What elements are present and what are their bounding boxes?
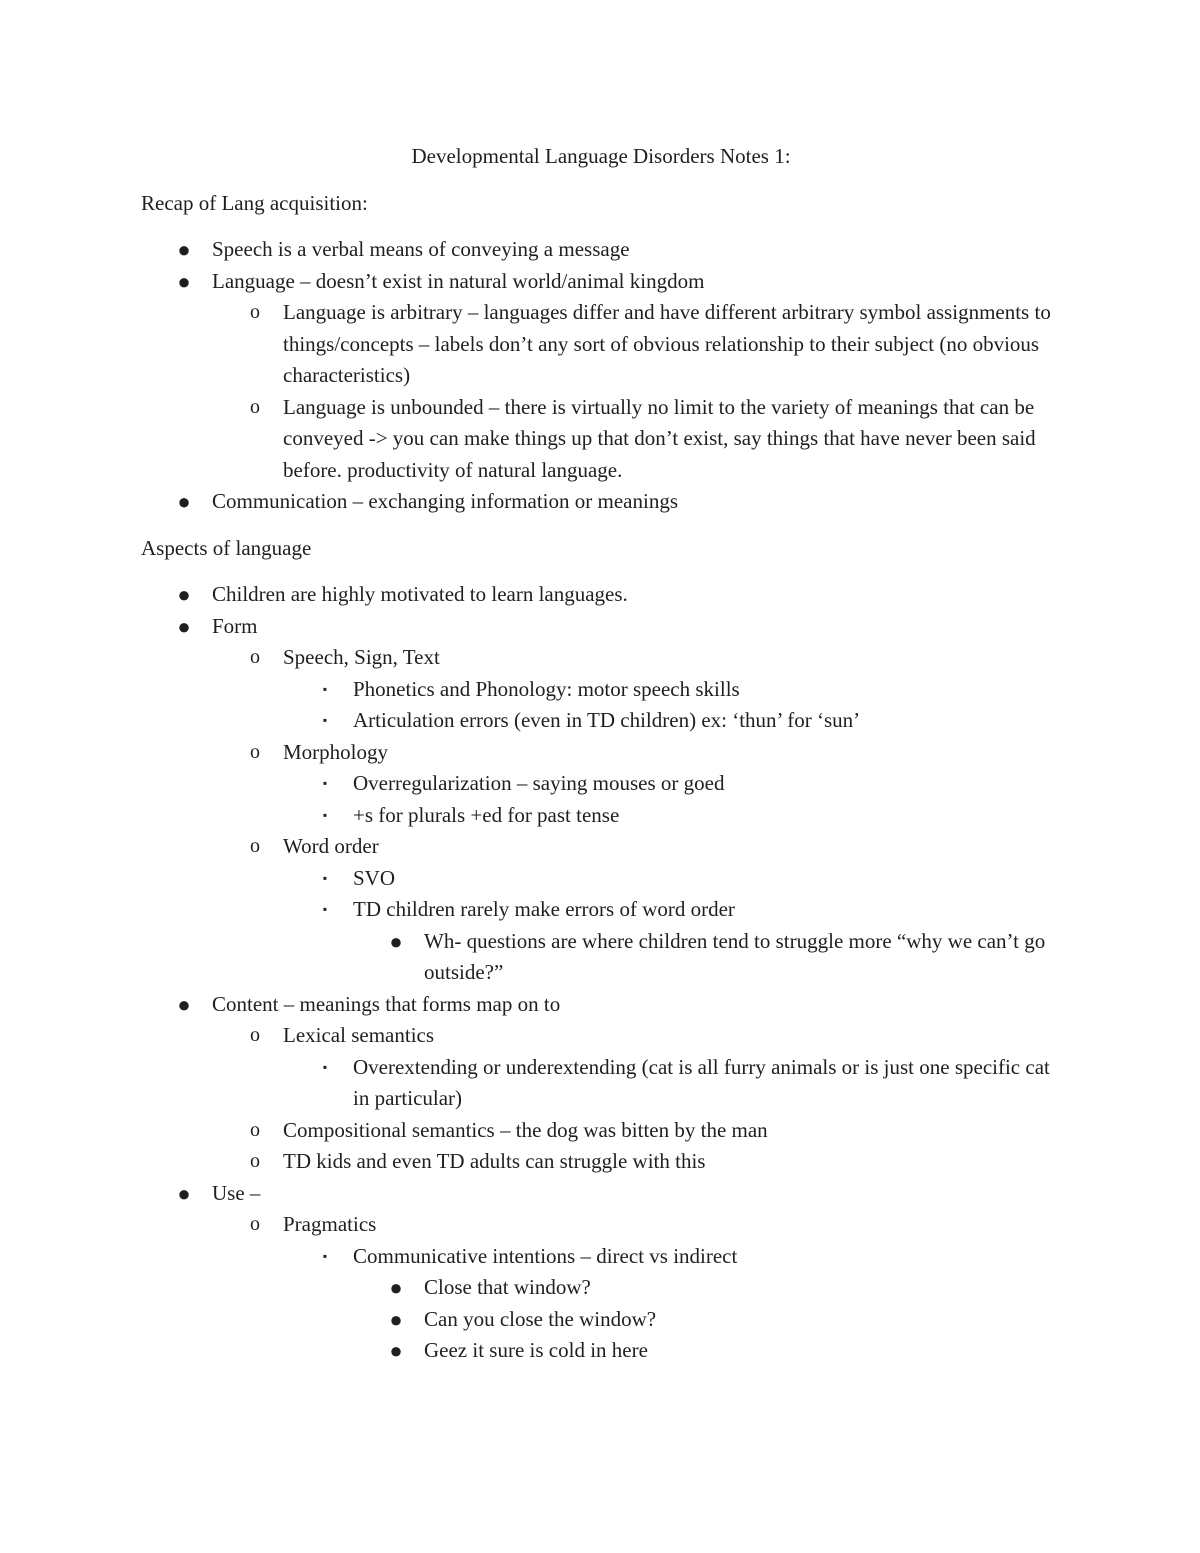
list-item xyxy=(389,1272,1061,1304)
list-item-text: TD kids and even TD adults can struggle with this xyxy=(283,1149,706,1173)
list-item xyxy=(389,1304,1061,1336)
list-item xyxy=(322,800,1061,832)
list-item xyxy=(250,1146,1061,1178)
list-item-text: Children are highly motivated to learn languages. xyxy=(212,582,628,606)
list-item-text: Speech is a verbal means of conveying a message xyxy=(212,237,630,261)
document-content xyxy=(141,141,1061,1367)
list-item-text: Pragmatics xyxy=(283,1212,377,1236)
list-item xyxy=(250,297,1061,392)
list-item xyxy=(250,831,1061,863)
list-item xyxy=(177,579,1061,611)
page-title: Developmental Language Disorders Notes 1: xyxy=(411,144,791,168)
list-item xyxy=(322,894,1061,926)
bullet-marker-icon: o xyxy=(250,1213,260,1235)
list-item xyxy=(250,737,1061,769)
list-item-text: Morphology xyxy=(283,739,388,764)
bullet-marker-icon: ▪ xyxy=(322,870,328,885)
list-item-text: Word order xyxy=(283,834,379,858)
list-item-text: Close that window? xyxy=(424,1275,591,1299)
list-item xyxy=(322,674,1061,706)
bullet-marker-icon: ● xyxy=(177,991,191,1017)
bullet-marker-icon: o xyxy=(250,395,260,418)
bullet-marker-icon: ● xyxy=(389,928,403,954)
bullet-marker-icon: o xyxy=(250,1118,260,1141)
bullet-marker-icon: o xyxy=(250,301,260,323)
list-item-text: Lexical semantics xyxy=(283,1023,435,1047)
bullet-list xyxy=(141,234,1061,518)
bullet-marker-icon: ▪ xyxy=(322,902,328,916)
list-item-text: +s for plurals +ed for past tense xyxy=(353,802,620,827)
bullet-marker-icon: ▪ xyxy=(322,681,328,696)
list-item-text: Geez it sure is cold in here xyxy=(424,1338,648,1362)
list-item-text: Articulation errors (even in TD children) ex: ‘thun’ for ‘sun’ xyxy=(353,708,861,732)
list-item-text: Content – meanings that forms map on to xyxy=(212,991,561,1016)
list-item xyxy=(322,863,1061,895)
list-item xyxy=(177,486,1061,518)
list-item-text: Communication – exchanging information or meanings xyxy=(212,489,678,513)
list-item-text: SVO xyxy=(353,865,396,890)
bullet-marker-icon: ● xyxy=(389,1275,403,1300)
list-item-text: Can you close the window? xyxy=(424,1306,657,1331)
list-item xyxy=(250,1020,1061,1052)
list-item xyxy=(177,611,1061,643)
bullet-marker-icon: ▪ xyxy=(322,713,328,727)
bullet-marker-icon: ● xyxy=(177,613,191,639)
list-item-text: Form xyxy=(212,613,258,638)
list-item-text: Phonetics and Phonology: motor speech skills xyxy=(353,676,740,701)
list-item-text: Language – doesn’t exist in natural world/animal kingdom xyxy=(212,268,705,293)
bullet-marker-icon: ● xyxy=(177,237,191,262)
list-item xyxy=(389,926,1061,989)
bullet-marker-icon: o xyxy=(250,740,260,763)
list-item-text: Overextending or underextending (cat is all furry animals or is just one specific cat in particular) xyxy=(353,1054,1050,1110)
list-item-text: Language is unbounded – there is virtually no limit to the variety of meanings that can be conveyed -> you can make things up that don’t exist, say things that have never been said before. productivity of natural language. xyxy=(283,394,1036,482)
bullet-list xyxy=(141,579,1061,1367)
list-item xyxy=(250,1115,1061,1147)
bullet-marker-icon: ▪ xyxy=(322,1059,328,1074)
list-item-text: Speech, Sign, Text xyxy=(283,645,440,669)
bullet-marker-icon: ▪ xyxy=(322,1248,328,1263)
bullet-marker-icon: o xyxy=(250,646,260,668)
bullet-marker-icon: o xyxy=(250,1150,260,1172)
list-item xyxy=(177,989,1061,1021)
list-item xyxy=(322,768,1061,800)
list-item xyxy=(177,1178,1061,1210)
list-item-text: Overregularization – saying mouses or goed xyxy=(353,771,725,795)
bullet-marker-icon: ▪ xyxy=(322,807,328,822)
bullet-marker-icon: ▪ xyxy=(322,776,328,790)
list-item-text: Communicative intentions – direct vs indirect xyxy=(353,1243,738,1268)
bullet-marker-icon: ● xyxy=(177,1180,191,1206)
bullet-marker-icon: ● xyxy=(389,1338,403,1363)
bullet-marker-icon: ● xyxy=(177,582,191,607)
document-body xyxy=(141,188,1061,1367)
bullet-marker-icon: o xyxy=(250,835,260,857)
list-item xyxy=(177,266,1061,298)
list-item xyxy=(250,1209,1061,1241)
list-item xyxy=(177,234,1061,266)
list-item-text: Wh- questions are where children tend to struggle more “why we can’t go outside?” xyxy=(424,928,1046,984)
bullet-marker-icon: ● xyxy=(177,489,191,514)
list-item-text: Language is arbitrary – languages differ and have different arbitrary symbol assignments to things/concepts – labels don’t any sort of obvious relationship to their subject (no obvious characteristics) xyxy=(283,300,1051,387)
list-item-text: Compositional semantics – the dog was bitten by the man xyxy=(283,1117,768,1142)
section-heading: Aspects of language xyxy=(141,535,312,560)
list-item xyxy=(250,642,1061,674)
list-item xyxy=(322,1241,1061,1273)
list-item xyxy=(322,705,1061,737)
list-item xyxy=(389,1335,1061,1367)
list-item-text: TD children rarely make errors of word order xyxy=(353,897,735,921)
bullet-marker-icon: ● xyxy=(177,268,191,294)
list-item xyxy=(250,392,1061,487)
bullet-marker-icon: o xyxy=(250,1024,260,1046)
list-item xyxy=(322,1052,1061,1115)
section-heading: Recap of Lang acquisition: xyxy=(141,190,368,215)
bullet-marker-icon: ● xyxy=(389,1306,403,1332)
list-item-text: Use – xyxy=(212,1180,261,1205)
